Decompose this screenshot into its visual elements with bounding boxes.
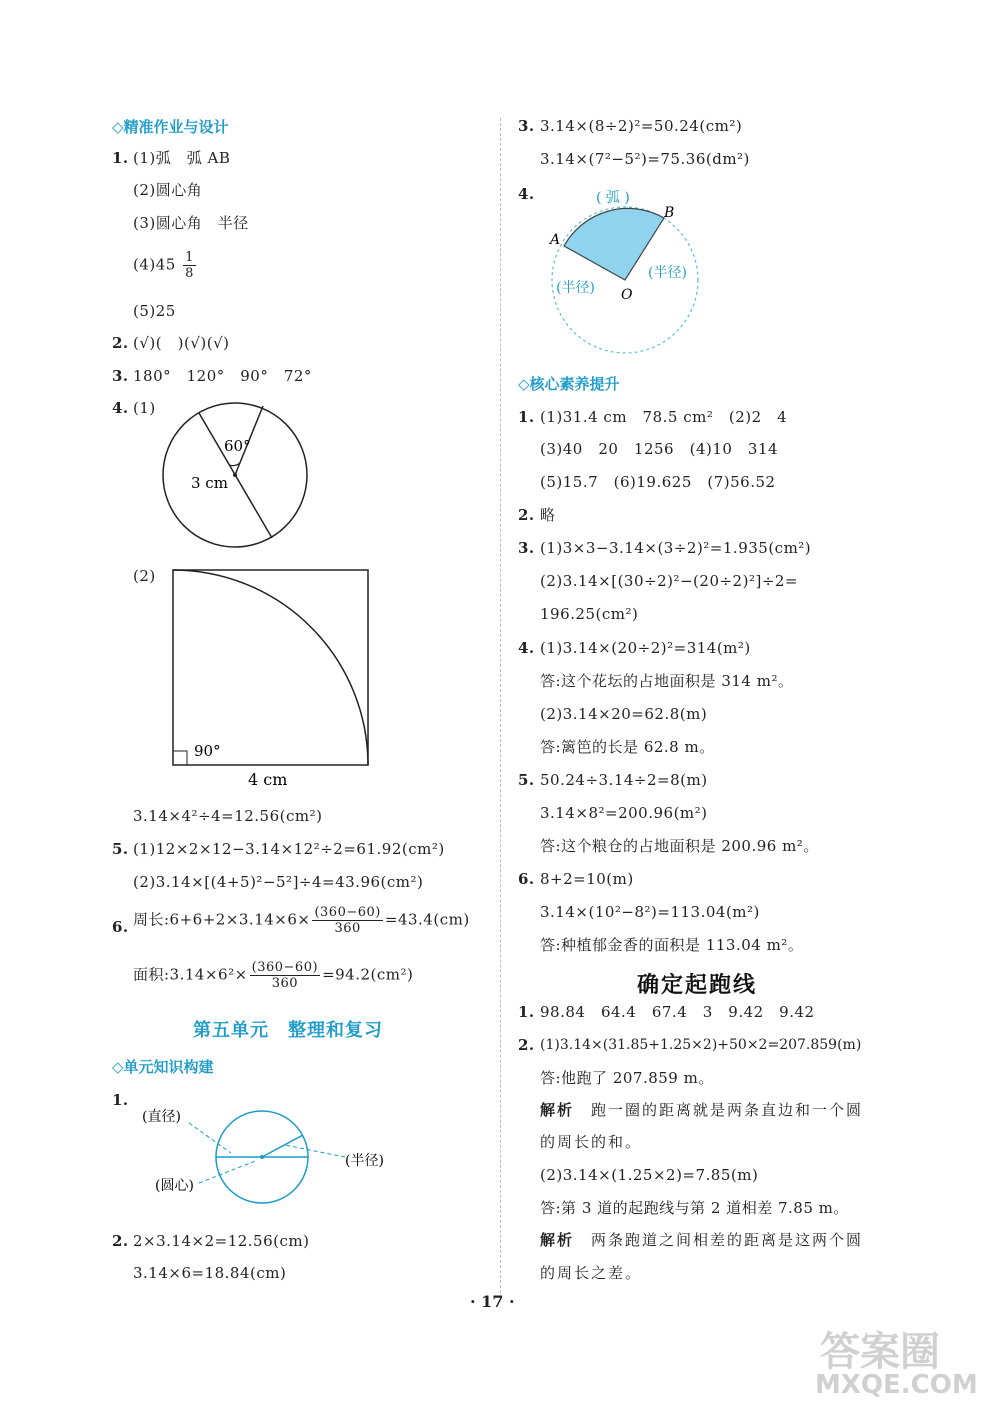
side-length-label: 4 cm [248,770,288,789]
q3-number: 3. [112,367,129,385]
d2-g-text: 两条跑道之间相差的距离是这两个圆 [574,1231,864,1249]
diameter-pointer [189,1123,231,1153]
center-label: (圆心) [155,1178,194,1194]
k2-b: 3.14×6=18.84(cm) [133,1264,287,1282]
circle-60-degree-figure [155,398,320,553]
q4-part1-label: (1) [133,399,156,417]
d2-c-label: 解析 [540,1101,575,1119]
diameter-label: (直径) [142,1109,181,1125]
c4-b: 答:这个花坛的占地面积是 314 m²。 [540,672,794,690]
q1-d-denominator: 8 [185,266,194,281]
d2-c-text: 跑一圈的距离就是两条直边和一个圆 [574,1101,864,1119]
d2-number: 2. [518,1036,535,1054]
right-angle-mark [173,751,187,765]
quarter-arc [173,570,368,765]
q6-perimeter-prefix: 周长:6+6+2×3.14×6× [133,910,311,929]
r3-b: 3.14×(7²−5²)=75.36(dm²) [540,150,750,168]
section-title-starting-line: 确定起跑线 [637,973,758,998]
point-a-label: A [550,232,561,248]
center-dot [233,473,237,477]
c5-a: 50.24÷3.14÷2=8(m) [540,771,708,789]
k2-number: 2. [112,1232,129,1250]
circle-parts-figure [135,1095,405,1205]
q1-b: (2)圆心角 [133,181,203,199]
q6-perimeter [133,905,470,936]
unit-title: 第五单元 整理和复习 [193,1020,383,1041]
page-number: · 17 · [470,1292,515,1311]
q1-e: (5)25 [133,302,176,320]
radius-label: 3 cm [191,474,228,492]
section-title-unit-knowledge: ◇单元知识构建 [112,1058,214,1076]
k1-number: 1. [112,1091,129,1109]
c3-c: 196.25(cm²) [540,605,639,623]
section-title-core-literacy: ◇核心素养提升 [518,375,620,393]
q1-d-prefix: (4)45 [133,255,176,274]
q4-calc: 3.14×4²÷4=12.56(cm²) [133,807,323,825]
parts-radius-line [262,1135,303,1157]
square-outline [173,570,368,765]
d2-f: 答:第 3 道的起跑线与第 2 道相差 7.85 m。 [540,1199,849,1217]
q6-perimeter-denominator: 360 [334,921,361,936]
d2-h: 的周长之差。 [540,1264,643,1282]
watermark-url: MXQE.COM [815,1370,978,1400]
center-pointer [199,1160,258,1183]
q6-perimeter-fraction [312,905,382,936]
c4-c: (2)3.14×20=62.8(m) [540,705,708,723]
q4-part2-label: (2) [133,567,156,585]
q5-number: 5. [112,840,129,858]
c1-a: (1)31.4 cm 78.5 cm² (2)2 4 [540,408,788,426]
c4-number: 4. [518,639,535,657]
q1-d-fraction [183,250,196,281]
q6-perimeter-result: =43.4(cm) [384,910,470,929]
q2-number: 2. [112,334,129,352]
quarter-circle-square-figure [170,567,375,792]
angle-label: 60° [224,437,251,455]
q4-number: 4. [112,399,129,417]
c6-a: 8+2=10(m) [540,870,634,888]
c5-c: 答:这个粮仓的占地面积是 200.96 m²。 [540,837,819,855]
r3-number: 3. [518,117,535,135]
c4-d: 答:篱笆的长是 62.8 m。 [540,738,715,756]
c5-number: 5. [518,771,535,789]
q6-area-numerator: (360−60) [251,960,319,975]
d1-number: 1. [518,1003,535,1021]
right-angle-label: 90° [194,742,221,760]
sector-radius-right-label: (半径) [648,265,687,281]
c1-c: (5)15.7 (6)19.625 (7)56.52 [540,473,776,491]
q6-number: 6. [112,918,129,936]
r4-number: 4. [518,185,535,203]
d2-b: 答:他跑了 207.859 m。 [540,1069,714,1087]
column-divider [500,118,501,1293]
q6-area-denominator: 360 [271,976,299,991]
r3-a: 3.14×(8÷2)²=50.24(cm²) [540,117,743,135]
q3-text: 180° 120° 90° 72° [133,367,312,385]
q1-c: (3)圆心角 半径 [133,214,249,232]
q6-area-prefix: 面积:3.14×6²× [133,965,248,984]
q2-text: (√)( )(√)(√) [133,334,230,352]
q5-b: (2)3.14×[(4+5)²−5²]÷4=43.96(cm²) [133,873,424,891]
q6-area-fraction [250,960,320,991]
d2-e: (2)3.14×(1.25×2)=7.85(m) [540,1166,759,1184]
c3-a: (1)3×3−3.14×(3÷2)²=1.935(cm²) [540,539,812,557]
section-title-precise-homework: ◇精准作业与设计 [112,118,229,136]
c1-b: (3)40 20 1256 (4)10 314 [540,440,779,458]
d1-text: 98.84 64.4 67.4 3 9.42 9.42 [540,1003,815,1021]
point-o-label: O [621,287,633,303]
d2-g [540,1230,863,1250]
c2-text: 略 [540,506,556,524]
c6-b: 3.14×(10²−8²)=113.04(m²) [540,903,760,921]
c6-number: 6. [518,870,535,888]
radius-pointer [285,1145,345,1157]
c1-number: 1. [518,408,535,426]
d2-c [540,1100,863,1120]
parts-center-dot [260,1155,264,1159]
point-b-label: B [664,205,675,221]
c4-a: (1)3.14×(20÷2)²=314(m²) [540,639,751,657]
q1-d [133,250,198,281]
d2-g-label: 解析 [540,1231,575,1249]
c3-number: 3. [518,539,535,557]
arc-label: ( 弧 ) [596,190,630,206]
c6-c: 答:种植郁金香的面积是 113.04 m²。 [540,936,804,954]
q6-area [133,960,413,991]
q1-number: 1. [112,149,129,167]
c5-b: 3.14×8²=200.96(m²) [540,804,708,822]
sector-radius-left-label: (半径) [556,280,595,296]
watermark-logo: 答案圈 [820,1329,940,1375]
c3-b: (2)3.14×[(30÷2)²−(20÷2)²]÷2= [540,572,798,590]
q5-a: (1)12×2×12−3.14×12²÷2=61.92(cm²) [133,840,445,858]
k2-a: 2×3.14×2=12.56(cm) [133,1232,310,1250]
c2-number: 2. [518,506,535,524]
q1-a: (1)弧 弧 AB [133,149,231,167]
q6-area-result: =94.2(cm²) [322,965,414,984]
d2-d: 的周长的和。 [540,1133,643,1151]
sector-figure [540,185,715,360]
q6-perimeter-numerator: (360−60) [314,905,381,920]
parts-radius-label: (半径) [345,1153,384,1169]
d2-a: (1)3.14×(31.85+1.25×2)+50×2=207.859(m) [540,1037,862,1053]
q1-d-numerator: 1 [185,250,194,265]
